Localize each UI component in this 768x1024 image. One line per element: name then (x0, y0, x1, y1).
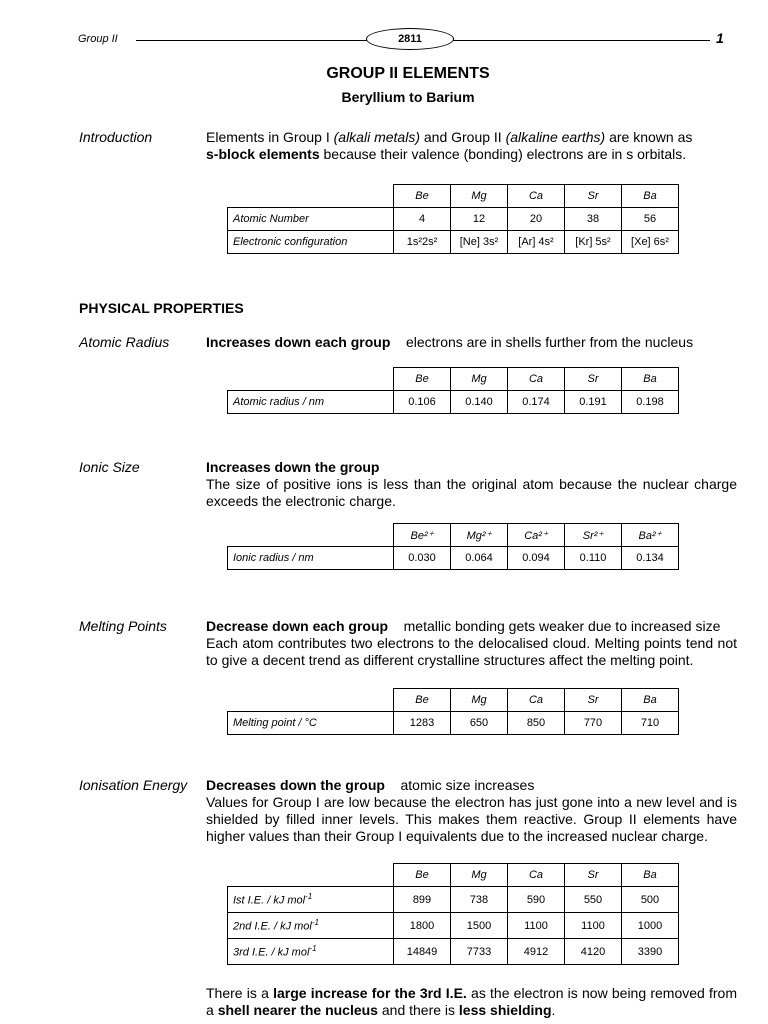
table-row: Atomic radius / nm 0.106 0.140 0.174 0.191 0.198 (228, 391, 679, 414)
page-subtitle: Beryllium to Barium (341, 89, 475, 105)
table-row: 2nd I.E. / kJ mol$^{-1}$ 1800 1500 1100 1100 1000 (228, 913, 679, 939)
atomic-radius-label: Atomic Radius (79, 334, 170, 350)
melting-points-text: Decrease down each group metallic bonding gets weaker due to increased size Each atom contributes two electrons to the delocalised cloud. Melting points tend not to give a decent trend as different crystalline structures affect the melting point. (206, 618, 737, 668)
physical-properties-heading: PHYSICAL PROPERTIES (79, 300, 244, 316)
ionisation-energy-text: Decreases down the group atomic size increases Values for Group I are low because the electron has just gone into a new level and is shielded by filled inner levels. This makes them reactive. Group II elements have higher values than their Group I equivalents due to the increased nuclear charge. (206, 777, 737, 844)
ionisation-energy-table: Be Mg Ca Sr Ba Ist I.E. / kJ mol$^{-1}$ 899 738 590 550 500 2nd I.E. / kJ mol$^{-1}$ 1800 1500 1100 1100 1000 3rd I.E. / kJ mol$^{-1}$ 14849 7733 4912 4120 3390 (227, 863, 679, 965)
ionic-size-text: Increases down the group The size of positive ions is less than the original atom because the nuclear charge exceeds the electronic charge. (206, 459, 737, 509)
ionic-radius-table: Be²⁺ Mg²⁺ Ca²⁺ Sr²⁺ Ba²⁺ Ionic radius / nm 0.030 0.064 0.094 0.110 0.134 (227, 523, 679, 570)
page-number: 1 (716, 30, 724, 46)
table-row: Atomic Number 4 12 20 38 56 (228, 208, 679, 231)
intro-text: Elements in Group I (alkali metals) and Group II (alkaline earths) are known as s-block elements because their valence (bonding) electrons are in s orbitals. (206, 129, 693, 162)
page-title: GROUP II ELEMENTS (326, 65, 490, 82)
ionisation-footnote: There is a large increase for the 3rd I.E. as the electron is now being removed from a shell nearer the nucleus and there is less shielding. (206, 985, 738, 1018)
table-row: Ist I.E. / kJ mol$^{-1}$ 899 738 590 550 500 (228, 887, 679, 913)
melting-point-table: Be Mg Ca Sr Ba Melting point / °C 1283 650 850 770 710 (227, 688, 679, 735)
atomic-radius-text: Increases down each group electrons are in shells further from the nucleus (206, 334, 694, 350)
atomic-number-table: Be Mg Ca Sr Ba Atomic Number 4 12 20 38 56 Electronic configuration 1s²2s² [Ne] 3s² [Ar] 4s² [Kr] 5s² [Xe] 6s² (227, 184, 679, 254)
table-row: Ionic radius / nm 0.030 0.064 0.094 0.110 0.134 (228, 547, 679, 570)
table-row: Electronic configuration 1s²2s² [Ne] 3s² [Ar] 4s² [Kr] 5s² [Xe] 6s² (228, 231, 679, 254)
intro-label: Introduction (79, 129, 153, 145)
header-section-label: Group II (78, 33, 118, 45)
header-code-badge: 2811 (366, 28, 454, 50)
table-row: 3rd I.E. / kJ mol$^{-1}$ 14849 7733 4912 4120 3390 (228, 939, 679, 965)
melting-points-label: Melting Points (79, 618, 167, 634)
atomic-radius-table: Be Mg Ca Sr Ba Atomic radius / nm 0.106 0.140 0.174 0.191 0.198 (227, 367, 679, 414)
ionisation-energy-label: Ionisation Energy (79, 777, 188, 793)
table-row: Melting point / °C 1283 650 850 770 710 (228, 712, 679, 735)
ionic-size-label: Ionic Size (79, 459, 140, 475)
